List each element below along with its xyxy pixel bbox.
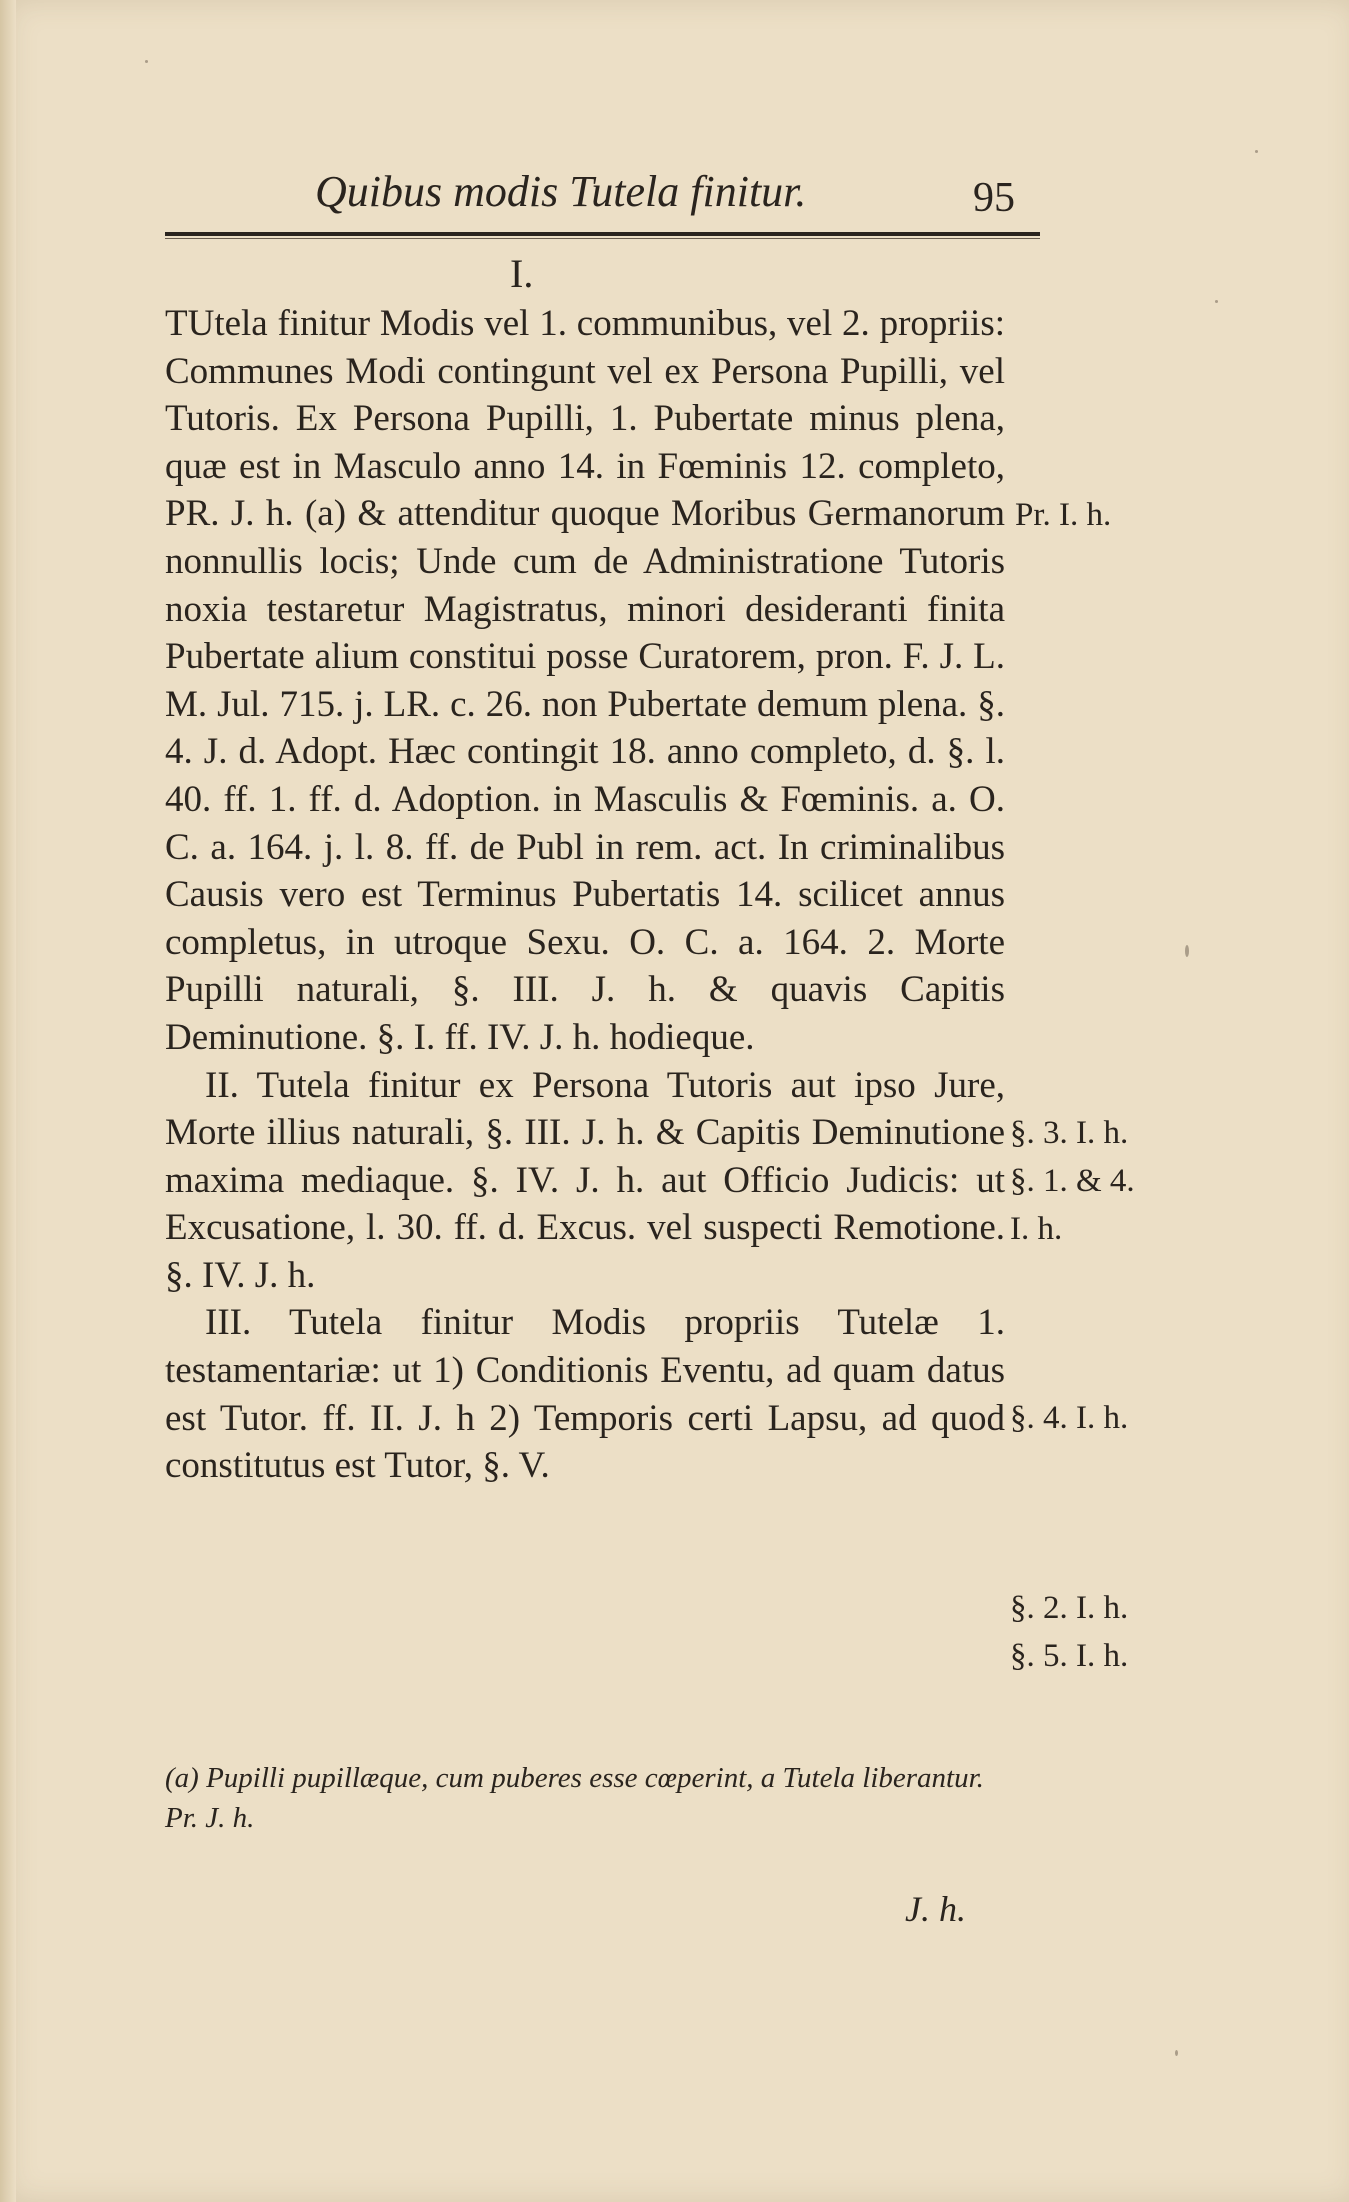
catchword: J. h. — [905, 1889, 966, 1929]
body-text — [165, 300, 1005, 1490]
paragraph-1: TUtela finitur Modis vel 1. communibus, vel 2. propriis: Communes Modi contingunt vel ex Persona Pupilli, vel Tutoris. Ex Persona Pupilli, 1. Pubertate minus plena, quæ est in Masculo anno 14. in Fœminis 12. completo, PR. J. h. (a) & attenditur quoque Moribus Germanorum nonnullis locis; Unde cum de Administratione Tutoris noxia testaretur Magistratus, minori desideranti finita Pubertate alium constitui posse Curatorem, pron. F. J. L. M. Jul. 715. j. LR. c. 26. non Pubertate demum plena. §. 4. J. d. Adopt. Hæc contingit 18. anno completo, d. §. l. 40. ff. 1. ff. d. Adoption. in Masculis & Fœminis. a. O. C. a. 164. j. l. 8. ff. de Publ in rem. act. In criminalibus Causis vero est Terminus Pubertatis 14. scilicet annus completus, in utroque Sexu. O. C. a. 164. 2. Morte Pupilli naturali, §. III. J. h. & quavis Capitis Deminutione. §. I. ff. IV. J. h. hodieque. — [165, 303, 1005, 1058]
margin-note-1: Pr. I. h. — [1015, 497, 1112, 533]
margin-note-4: I. h. — [1010, 1211, 1063, 1247]
paper-speck — [1175, 2050, 1178, 2056]
page-gutter — [0, 0, 16, 2202]
header-rule-thin — [165, 238, 1040, 239]
paper-speck — [1255, 150, 1258, 153]
paragraph-2: II. Tutela finitur ex Persona Tutoris aut ipso Jure, Morte illius naturali, §. III. J. h. & Capitis Deminutione maxima mediaque. §. IV. J. h. aut Officio Judicis: ut Excusatione, l. 30. ff. d. Excus. vel suspecti Remotione. §. IV. J. h. — [165, 1064, 1005, 1296]
page-number: 95 — [973, 175, 1015, 221]
margin-note-7: §. 5. I. h. — [1010, 1638, 1129, 1674]
paper-speck — [1215, 300, 1218, 303]
section-numeral: I. — [510, 251, 534, 296]
footnote: (a) Pupilli pupillæque, cum puberes esse cœperint, a Tutela liberantur. Pr. J. h. — [165, 1762, 984, 1834]
running-title: Quibus modis Tutela finitur. — [315, 167, 807, 216]
paragraph-3: III. Tutela finitur Modis propriis Tutelæ 1. testamentariæ: ut 1) Conditionis Eventu, ad quam datus est Tutor. ff. II. J. h 2) Temporis certi Lapsu, ad quod constitutus est Tutor, §. V. — [165, 1302, 1005, 1487]
margin-note-5: §. 4. I. h. — [1010, 1400, 1129, 1436]
running-head — [315, 166, 1015, 226]
margin-note-6: §. 2. I. h. — [1010, 1590, 1129, 1626]
header-rule — [165, 232, 1040, 236]
margin-note-3: §. 1. & 4. — [1010, 1163, 1135, 1199]
margin-note-2: §. 3. I. h. — [1010, 1115, 1129, 1151]
paper-speck — [1185, 945, 1189, 957]
paper-speck — [145, 60, 148, 63]
